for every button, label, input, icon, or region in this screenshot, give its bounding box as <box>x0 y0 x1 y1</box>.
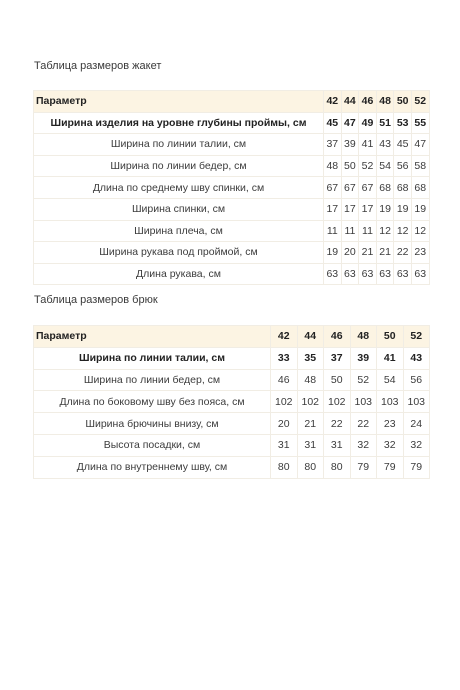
size-value-cell: 35 <box>297 347 324 369</box>
size-value-cell: 54 <box>377 369 404 391</box>
size-value-cell: 53 <box>394 112 412 134</box>
size-value-cell: 56 <box>394 155 412 177</box>
size-value-cell: 79 <box>350 456 377 478</box>
size-value-cell: 21 <box>359 242 377 264</box>
size-value-cell: 23 <box>411 242 429 264</box>
size-value-cell: 63 <box>341 263 359 285</box>
size-value-cell: 41 <box>377 347 404 369</box>
table-row <box>34 456 430 478</box>
row-label: Ширина изделия на уровне глубины проймы, см <box>34 112 324 134</box>
size-value-cell: 11 <box>341 220 359 242</box>
size-value-cell: 80 <box>271 456 298 478</box>
size-value-cell: 103 <box>350 391 377 413</box>
size-value-cell: 102 <box>297 391 324 413</box>
size-value-cell: 19 <box>411 198 429 220</box>
row-label: Ширина спинки, см <box>34 198 324 220</box>
size-value-cell: 43 <box>376 134 394 156</box>
row-label: Длина по внутреннему шву, см <box>34 456 271 478</box>
column-header-size: 50 <box>394 91 412 113</box>
size-value-cell: 31 <box>297 434 324 456</box>
jacket-table-caption: Таблица размеров жакет <box>34 60 162 72</box>
size-value-cell: 67 <box>359 177 377 199</box>
size-value-cell: 12 <box>411 220 429 242</box>
size-value-cell: 17 <box>359 198 377 220</box>
size-value-cell: 21 <box>297 413 324 435</box>
size-value-cell: 55 <box>411 112 429 134</box>
size-value-cell: 21 <box>376 242 394 264</box>
size-value-cell: 79 <box>403 456 430 478</box>
size-value-cell: 19 <box>324 242 342 264</box>
table-row <box>34 242 430 264</box>
size-value-cell: 37 <box>324 347 351 369</box>
row-label: Длина по среднему шву спинки, см <box>34 177 324 199</box>
size-value-cell: 80 <box>324 456 351 478</box>
size-value-cell: 102 <box>271 391 298 413</box>
size-value-cell: 23 <box>377 413 404 435</box>
table-row <box>34 347 430 369</box>
table-row <box>34 434 430 456</box>
row-label: Ширина брючины внизу, см <box>34 413 271 435</box>
size-value-cell: 45 <box>394 134 412 156</box>
size-value-cell: 63 <box>359 263 377 285</box>
row-label: Ширина по линии талии, см <box>34 347 271 369</box>
size-value-cell: 67 <box>324 177 342 199</box>
size-value-cell: 33 <box>271 347 298 369</box>
size-value-cell: 43 <box>403 347 430 369</box>
size-value-cell: 22 <box>324 413 351 435</box>
column-header-parameter: Параметр <box>34 91 324 113</box>
column-header-size: 44 <box>297 326 324 348</box>
size-value-cell: 50 <box>341 155 359 177</box>
column-header-size: 48 <box>350 326 377 348</box>
size-value-cell: 103 <box>403 391 430 413</box>
column-header-size: 50 <box>377 326 404 348</box>
table-row <box>34 155 430 177</box>
table-row <box>34 263 430 285</box>
size-value-cell: 37 <box>324 134 342 156</box>
size-value-cell: 68 <box>376 177 394 199</box>
size-value-cell: 19 <box>376 198 394 220</box>
size-value-cell: 51 <box>376 112 394 134</box>
size-value-cell: 39 <box>341 134 359 156</box>
size-value-cell: 11 <box>324 220 342 242</box>
size-value-cell: 17 <box>341 198 359 220</box>
table-row <box>34 198 430 220</box>
size-value-cell: 41 <box>359 134 377 156</box>
row-label: Ширина плеча, см <box>34 220 324 242</box>
size-value-cell: 54 <box>376 155 394 177</box>
size-value-cell: 52 <box>350 369 377 391</box>
size-value-cell: 20 <box>341 242 359 264</box>
column-header-size: 44 <box>341 91 359 113</box>
size-value-cell: 24 <box>403 413 430 435</box>
table-row <box>34 134 430 156</box>
size-value-cell: 68 <box>394 177 412 199</box>
size-value-cell: 47 <box>411 134 429 156</box>
column-header-size: 42 <box>324 91 342 113</box>
size-value-cell: 48 <box>297 369 324 391</box>
row-label: Ширина рукава под проймой, см <box>34 242 324 264</box>
table-header-row <box>34 91 430 113</box>
size-value-cell: 31 <box>324 434 351 456</box>
column-header-size: 48 <box>376 91 394 113</box>
size-value-cell: 79 <box>377 456 404 478</box>
size-value-cell: 48 <box>324 155 342 177</box>
size-value-cell: 12 <box>394 220 412 242</box>
size-value-cell: 45 <box>324 112 342 134</box>
column-header-size: 42 <box>271 326 298 348</box>
size-value-cell: 46 <box>271 369 298 391</box>
size-value-cell: 63 <box>324 263 342 285</box>
table-row <box>34 220 430 242</box>
size-value-cell: 80 <box>297 456 324 478</box>
row-label: Ширина по линии талии, см <box>34 134 324 156</box>
table-row <box>34 413 430 435</box>
row-label: Длина по боковому шву без пояса, см <box>34 391 271 413</box>
size-value-cell: 20 <box>271 413 298 435</box>
size-value-cell: 58 <box>411 155 429 177</box>
size-value-cell: 22 <box>394 242 412 264</box>
table-row <box>34 369 430 391</box>
row-label: Высота посадки, см <box>34 434 271 456</box>
row-label: Ширина по линии бедер, см <box>34 369 271 391</box>
size-value-cell: 68 <box>411 177 429 199</box>
jacket-size-table <box>33 90 430 285</box>
size-value-cell: 32 <box>350 434 377 456</box>
size-value-cell: 32 <box>403 434 430 456</box>
size-value-cell: 19 <box>394 198 412 220</box>
size-value-cell: 67 <box>341 177 359 199</box>
size-value-cell: 31 <box>271 434 298 456</box>
size-value-cell: 12 <box>376 220 394 242</box>
size-value-cell: 49 <box>359 112 377 134</box>
column-header-size: 46 <box>324 326 351 348</box>
size-value-cell: 39 <box>350 347 377 369</box>
size-value-cell: 47 <box>341 112 359 134</box>
size-value-cell: 50 <box>324 369 351 391</box>
size-value-cell: 63 <box>376 263 394 285</box>
table-row <box>34 112 430 134</box>
column-header-parameter: Параметр <box>34 326 271 348</box>
size-value-cell: 11 <box>359 220 377 242</box>
table-header-row <box>34 326 430 348</box>
size-value-cell: 63 <box>394 263 412 285</box>
size-value-cell: 56 <box>403 369 430 391</box>
pants-table-caption: Таблица размеров брюк <box>34 294 158 306</box>
table-row <box>34 391 430 413</box>
pants-size-table <box>33 325 430 479</box>
size-value-cell: 102 <box>324 391 351 413</box>
size-value-cell: 22 <box>350 413 377 435</box>
size-value-cell: 103 <box>377 391 404 413</box>
table-row <box>34 177 430 199</box>
size-value-cell: 32 <box>377 434 404 456</box>
size-value-cell: 17 <box>324 198 342 220</box>
column-header-size: 46 <box>359 91 377 113</box>
column-header-size: 52 <box>403 326 430 348</box>
column-header-size: 52 <box>411 91 429 113</box>
size-value-cell: 52 <box>359 155 377 177</box>
size-value-cell: 63 <box>411 263 429 285</box>
row-label: Длина рукава, см <box>34 263 324 285</box>
row-label: Ширина по линии бедер, см <box>34 155 324 177</box>
